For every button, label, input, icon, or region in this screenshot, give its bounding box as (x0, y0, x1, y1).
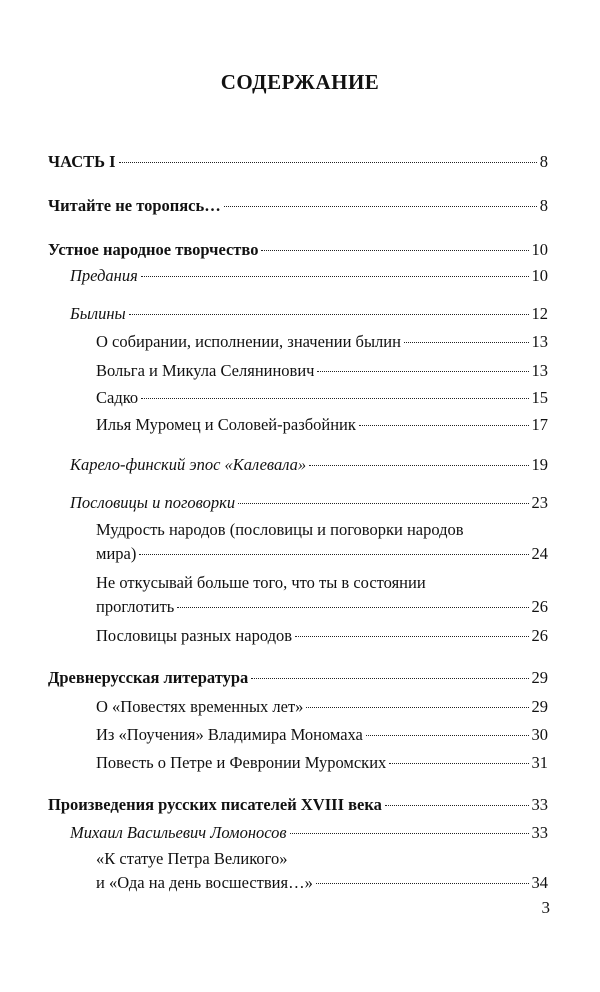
toc-entry-first-line: Мудрость народов (пословицы и поговорки народов (96, 520, 464, 539)
page-number: 33 (531, 795, 548, 814)
page-number: 15 (531, 388, 548, 407)
dot-leader (224, 206, 537, 207)
page-number: 19 (531, 455, 548, 474)
dot-leader (141, 276, 529, 277)
page-number: 10 (531, 266, 548, 285)
dot-leader (141, 398, 528, 399)
dot-leader (309, 465, 528, 466)
toc-entry[interactable]: Пословицы разных народов 26 (96, 626, 548, 645)
dot-leader (139, 554, 528, 555)
dot-leader (316, 883, 529, 884)
toc-entry[interactable]: Карело-финский эпос «Калевала» 19 (70, 455, 548, 474)
toc-entry[interactable]: Читайте не торопясь… 8 (48, 196, 548, 215)
dot-leader (119, 162, 537, 163)
page-number: 33 (531, 823, 548, 842)
toc-entry-first-line: «К статуе Петра Великого» (96, 849, 288, 868)
toc-entry[interactable]: Повесть о Петре и Февронии Муромских 31 (96, 753, 548, 772)
toc-entry[interactable]: проглотить 26 (96, 597, 548, 616)
page-number: 8 (539, 152, 548, 171)
page-number: 29 (531, 697, 548, 716)
page-number: 30 (531, 725, 548, 744)
page-number: 13 (531, 332, 548, 351)
toc-entry[interactable]: Пословицы и поговорки 23 (70, 493, 548, 512)
dot-leader (385, 805, 529, 806)
dot-leader (290, 833, 529, 834)
page-number: 26 (531, 597, 548, 616)
page-number: 10 (531, 240, 548, 259)
page-number: 34 (531, 873, 548, 892)
dot-leader (261, 250, 528, 251)
toc-entry-first-line: Не откусывай больше того, что ты в состоянии (96, 573, 426, 592)
folio-page-number: 3 (541, 898, 550, 917)
page-number: 8 (539, 196, 548, 215)
toc-entry[interactable]: Предания 10 (70, 266, 548, 285)
page-number: 31 (531, 753, 548, 772)
toc-entry[interactable]: и «Ода на день восшествия…» 34 (96, 873, 548, 892)
page-number: 13 (531, 361, 548, 380)
dot-leader (295, 636, 528, 637)
page-number: 17 (531, 415, 548, 434)
dot-leader (404, 342, 529, 343)
page-number: 29 (531, 668, 548, 687)
toc-entry[interactable]: мира) 24 (96, 544, 548, 563)
toc-entry[interactable]: Садко 15 (96, 388, 548, 407)
toc-entry[interactable]: Былины 12 (70, 304, 548, 323)
dot-leader (238, 503, 528, 504)
toc-entry[interactable]: Михаил Васильевич Ломоносов 33 (70, 823, 548, 842)
toc-entry[interactable]: Илья Муромец и Соловей-разбойник 17 (96, 415, 548, 434)
page-number: 12 (531, 304, 548, 323)
dot-leader (306, 707, 528, 708)
toc-entry[interactable]: О собирании, исполнении, значении былин 13 (96, 332, 548, 351)
toc-entry[interactable]: Устное народное творчество 10 (48, 240, 548, 259)
toc-entry[interactable]: Из «Поучения» Владимира Мономаха 30 (96, 725, 548, 744)
page-number: 24 (531, 544, 548, 563)
toc-entry[interactable]: Вольга и Микула Селянинович 13 (96, 361, 548, 380)
toc-entry[interactable]: О «Повестях временных лет» 29 (96, 697, 548, 716)
dot-leader (251, 678, 528, 679)
page-number: 26 (531, 626, 548, 645)
dot-leader (359, 425, 529, 426)
page-title: СОДЕРЖАНИЕ (220, 70, 380, 94)
dot-leader (389, 763, 528, 764)
dot-leader (366, 735, 529, 736)
toc-entry[interactable]: Древнерусская литература 29 (48, 668, 548, 687)
toc-entry[interactable]: ЧАСТЬ I 8 (48, 152, 548, 171)
toc-entry[interactable]: Произведения русских писателей XVIII века 33 (48, 795, 548, 814)
dot-leader (317, 371, 528, 372)
dot-leader (129, 314, 529, 315)
page-number: 23 (531, 493, 548, 512)
dot-leader (177, 607, 528, 608)
